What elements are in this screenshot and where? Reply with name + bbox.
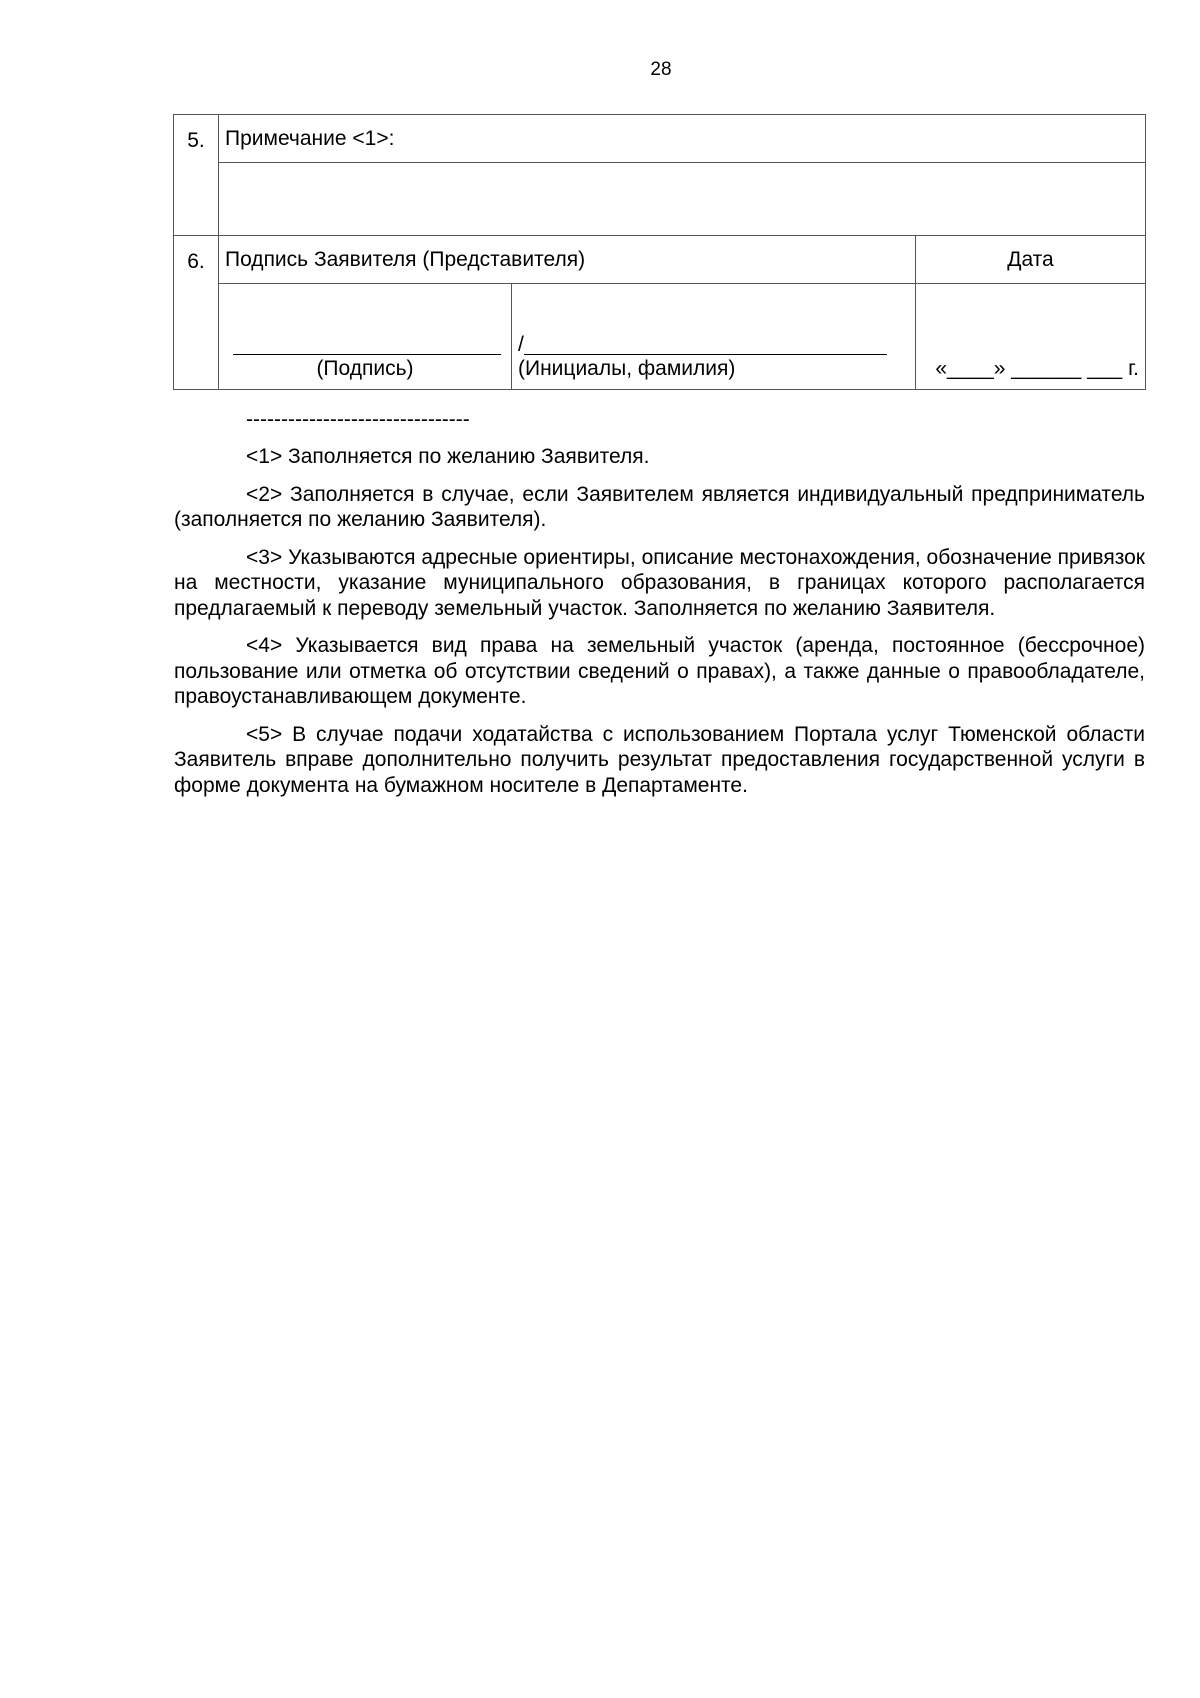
footnote-1: <1> Заполняется по желанию Заявителя. (246, 445, 650, 468)
footnote-3: <3> Указываются адресные ориентиры, описание местонахождения, обозначение привязок на местности, указание муниципального образования, в границах которого располагается предлагаемый к переводу земельный участок. Заполняется по желанию Заявителя. (174, 545, 1145, 620)
signature-field[interactable] (219, 284, 512, 390)
footnote-5: <5> В случае подачи ходатайства с использованием Портала услуг Тюменской области Заявитель вправе дополнительно получить результат предоставления государственной услуги в форме документа на бумажном носителе в Департаменте. (174, 722, 1145, 797)
date-template: «____» ______ ___ г. (935, 357, 1139, 380)
row-number-5: 5. (174, 115, 219, 236)
note-field[interactable] (219, 163, 1146, 236)
application-form-table (173, 114, 1146, 390)
footnote-separator: -------------------------------- (246, 408, 470, 431)
name-line-wrap (518, 327, 909, 355)
date-field[interactable] (916, 284, 1146, 390)
table-row-signature-header (174, 236, 1146, 284)
signature-label: Подпись Заявителя (Представителя) (219, 236, 916, 284)
table-row-note-header (174, 115, 1146, 163)
table-row-signature-fields (174, 284, 1146, 390)
footnote-4: <4> Указывается вид права на земельный участок (аренда, постоянное (бессрочное) пользование или отметка об отсутствии сведений о правах), а также данные о правообладателе, правоустанавливающем документе. (174, 634, 1145, 708)
page-number: 28 (650, 59, 672, 80)
date-header: Дата (916, 236, 1146, 284)
name-caption: (Инициалы, фамилия) (518, 357, 736, 380)
name-field[interactable] (512, 284, 916, 390)
note-label: Примечание <1>: (219, 115, 1146, 163)
slash-separator: / (518, 333, 524, 356)
table-row-note-field (174, 163, 1146, 236)
signature-line (233, 328, 501, 355)
row-number-6: 6. (174, 236, 219, 390)
name-line (524, 328, 887, 355)
footnote-2: <2> Заполняется в случае, если Заявителем является индивидуальный предприниматель (заполняется по желанию Заявителя). (174, 482, 1145, 531)
footnotes (174, 410, 1145, 810)
signature-caption: (Подпись) (316, 357, 414, 380)
